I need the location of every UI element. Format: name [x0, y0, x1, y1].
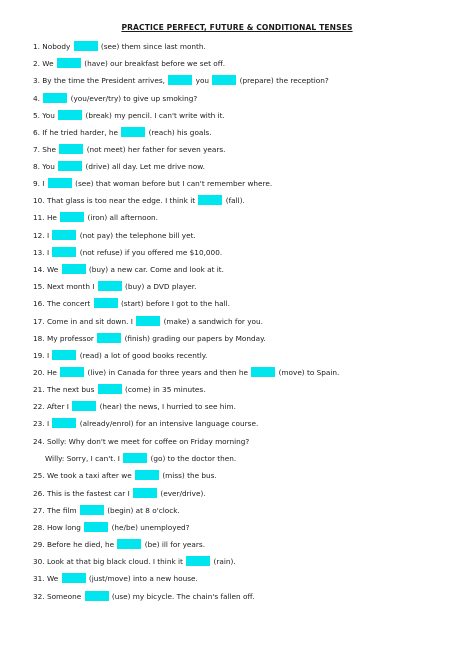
answer-blank[interactable] [85, 591, 109, 601]
answer-blank[interactable] [97, 333, 121, 343]
exercise-number: 6. [33, 128, 43, 137]
exercise-text: (start) before I got to the hall. [118, 299, 230, 308]
answer-blank[interactable] [117, 539, 141, 549]
exercise-text: The concert [46, 299, 93, 308]
exercise-text: I [46, 248, 52, 257]
exercise-text: (miss) the bus. [160, 471, 217, 480]
exercise-text: We took a taxi after we [46, 471, 135, 480]
answer-blank[interactable] [98, 384, 122, 394]
exercise-text: I [46, 351, 52, 360]
exercise-text: You [42, 111, 58, 120]
exercise-text: (finish) grading our papers by Monday. [122, 334, 266, 343]
answer-blank[interactable] [60, 212, 84, 222]
answer-blank[interactable] [62, 573, 86, 583]
exercise-line [33, 591, 255, 603]
exercise-line [33, 401, 236, 413]
exercise-text: (have) our breakfast before we set off. [81, 59, 226, 68]
exercise-number: 5. [33, 111, 43, 120]
answer-blank[interactable] [123, 453, 147, 463]
answer-blank[interactable] [212, 75, 236, 85]
answer-blank[interactable] [72, 401, 96, 411]
exercise-line [33, 41, 206, 53]
exercise-text: The film [46, 506, 79, 515]
answer-blank[interactable] [52, 247, 76, 257]
exercise-number: 1. [33, 42, 43, 51]
exercise-number: 18. [33, 334, 47, 343]
answer-blank[interactable] [84, 522, 108, 532]
exercise-line [33, 178, 272, 190]
exercise-number: 11. [33, 213, 47, 222]
answer-blank[interactable] [80, 505, 104, 515]
exercise-text: I [46, 419, 52, 428]
exercise-line [33, 144, 226, 156]
exercise-line [33, 281, 196, 293]
answer-blank[interactable] [135, 470, 159, 480]
exercise-text: (make) a sandwich for you. [161, 317, 263, 326]
exercise-line [33, 436, 249, 448]
exercise-number: 19. [33, 351, 47, 360]
exercise-text: (ever/drive). [158, 489, 206, 498]
exercise-text: (read) a lot of good books recently. [77, 351, 208, 360]
exercise-number: 27. [33, 506, 47, 515]
answer-blank[interactable] [121, 127, 145, 137]
exercise-text: Come in and sit down. I [46, 317, 136, 326]
exercise-line [33, 316, 263, 328]
exercise-text: (see) them since last month. [98, 42, 206, 51]
answer-blank[interactable] [168, 75, 192, 85]
exercise-text: (fall). [223, 196, 245, 205]
exercise-text: Someone [46, 592, 84, 601]
exercise-text: Next month I [46, 282, 97, 291]
exercise-text: (come) in 35 minutes. [122, 385, 206, 394]
exercise-line [33, 93, 197, 105]
exercise-number: 21. [33, 385, 47, 394]
exercise-text: If he tried harder, he [42, 128, 121, 137]
exercise-text: I [46, 231, 52, 240]
answer-blank[interactable] [136, 316, 160, 326]
exercise-text: (move) to Spain. [276, 368, 340, 377]
exercise-line [33, 298, 230, 310]
exercise-line [33, 333, 266, 345]
exercise-text: We [42, 59, 56, 68]
exercise-text: I [42, 179, 47, 188]
exercise-number: 26. [33, 489, 47, 498]
exercise-text: (be) ill for years. [142, 540, 206, 549]
answer-blank[interactable] [251, 367, 275, 377]
answer-blank[interactable] [133, 488, 157, 498]
exercise-text: That glass is too near the edge. I think it [46, 196, 198, 205]
exercise-text: (iron) all afternoon. [85, 213, 158, 222]
exercise-line [33, 195, 245, 207]
exercise-text: Willy: Sorry, I can't. I [45, 454, 123, 463]
exercise-number: 8. [33, 162, 43, 171]
answer-blank[interactable] [52, 418, 76, 428]
exercise-text: After I [46, 402, 72, 411]
exercise-line [33, 247, 222, 259]
exercise-text: (reach) his goals. [146, 128, 212, 137]
exercise-number: 20. [33, 368, 47, 377]
exercise-text: (not meet) her father for seven years. [84, 145, 226, 154]
exercise-text: (go) to the doctor then. [148, 454, 237, 463]
exercise-line [33, 264, 224, 276]
exercise-text: You [42, 162, 58, 171]
answer-blank[interactable] [94, 298, 118, 308]
exercise-text: (use) my bicycle. The chain's fallen off. [109, 592, 255, 601]
answer-blank[interactable] [74, 41, 98, 51]
answer-blank[interactable] [186, 556, 210, 566]
exercise-text: We [46, 574, 61, 583]
answer-blank[interactable] [62, 264, 86, 274]
exercise-text: (not pay) the telephone bill yet. [77, 231, 196, 240]
exercise-text: (you/ever/try) to give up smoking? [68, 94, 198, 103]
exercise-text: (live) in Canada for three years and then he [85, 368, 251, 377]
exercise-number: 25. [33, 471, 47, 480]
exercise-number: 24. [33, 437, 47, 446]
exercise-line [33, 470, 217, 482]
exercise-line [33, 75, 329, 87]
worksheet-title: PRACTICE PERFECT, FUTURE & CONDITIONAL TENSES [121, 23, 353, 32]
exercise-number: 29. [33, 540, 47, 549]
exercise-text: (drive) all day. Let me drive now. [83, 162, 205, 171]
exercise-line [33, 350, 207, 362]
exercise-text: He [46, 213, 60, 222]
answer-blank[interactable] [43, 93, 67, 103]
exercise-number: 23. [33, 419, 47, 428]
exercise-number: 15. [33, 282, 47, 291]
exercise-text: She [42, 145, 59, 154]
exercise-text: How long [46, 523, 84, 532]
answer-blank[interactable] [98, 281, 122, 291]
exercise-number: 10. [33, 196, 47, 205]
exercise-text: We [46, 265, 61, 274]
answer-blank[interactable] [58, 110, 82, 120]
exercise-text: (buy) a DVD player. [122, 282, 197, 291]
exercise-text: My professor [46, 334, 97, 343]
answer-blank[interactable] [52, 230, 76, 240]
exercise-line [33, 230, 196, 242]
exercise-text: By the time the President arrives, [42, 76, 168, 85]
exercise-text: (buy) a new car. Come and look at it. [86, 265, 224, 274]
exercise-text: (see) that woman before but I can't remember where. [72, 179, 273, 188]
exercise-number: 7. [33, 145, 43, 154]
exercise-number: 16. [33, 299, 47, 308]
exercise-number: 9. [33, 179, 43, 188]
exercise-text: (prepare) the reception? [237, 76, 329, 85]
exercise-line [33, 110, 225, 122]
exercise-number: 4. [33, 94, 43, 103]
exercise-line [33, 505, 180, 517]
exercise-text: you [193, 76, 212, 85]
answer-blank[interactable] [59, 144, 83, 154]
exercise-number: 30. [33, 557, 47, 566]
exercise-line [45, 453, 236, 465]
exercise-number: 13. [33, 248, 47, 257]
exercise-number: 31. [33, 574, 47, 583]
exercise-number: 17. [33, 317, 47, 326]
exercise-number: 14. [33, 265, 47, 274]
exercise-line [33, 127, 212, 139]
exercise-line [33, 161, 205, 173]
exercise-line [33, 212, 158, 224]
exercise-text: He [46, 368, 60, 377]
exercise-text: (begin) at 8 o'clock. [104, 506, 180, 515]
answer-blank[interactable] [57, 58, 81, 68]
exercise-number: 12. [33, 231, 47, 240]
exercise-line [33, 522, 190, 534]
exercise-text: This is the fastest car I [46, 489, 133, 498]
exercise-text: (hear) the news, I hurried to see him. [97, 402, 236, 411]
exercise-line [33, 556, 236, 568]
answer-blank[interactable] [58, 161, 82, 171]
exercise-text: (not refuse) if you offered me $10,000. [77, 248, 223, 257]
answer-blank[interactable] [48, 178, 72, 188]
answer-blank[interactable] [60, 367, 84, 377]
exercise-text: Solly: Why don't we meet for coffee on Friday morning? [46, 437, 250, 446]
exercise-text: The next bus [46, 385, 97, 394]
exercise-text: Look at that big black cloud. I think it [46, 557, 186, 566]
exercise-line [33, 488, 206, 500]
exercise-text: Before he died, he [46, 540, 117, 549]
answer-blank[interactable] [52, 350, 76, 360]
exercise-number: 32. [33, 592, 47, 601]
exercise-number: 22. [33, 402, 47, 411]
exercise-number: 2. [33, 59, 43, 68]
exercise-text: (rain). [211, 557, 236, 566]
exercise-number: 3. [33, 76, 43, 85]
exercise-line [33, 539, 205, 551]
exercise-text: (he/be) unemployed? [109, 523, 190, 532]
exercise-line [33, 367, 339, 379]
exercise-text: (just/move) into a new house. [86, 574, 198, 583]
exercise-text: Nobody [42, 42, 73, 51]
exercise-text: (break) my pencil. I can't write with it. [83, 111, 225, 120]
exercise-line [33, 384, 206, 396]
exercise-text: (already/enrol) for an intensive language course. [77, 419, 259, 428]
exercise-number: 28. [33, 523, 47, 532]
exercise-line [33, 58, 225, 70]
exercise-line [33, 573, 198, 585]
answer-blank[interactable] [198, 195, 222, 205]
exercise-line [33, 418, 258, 430]
